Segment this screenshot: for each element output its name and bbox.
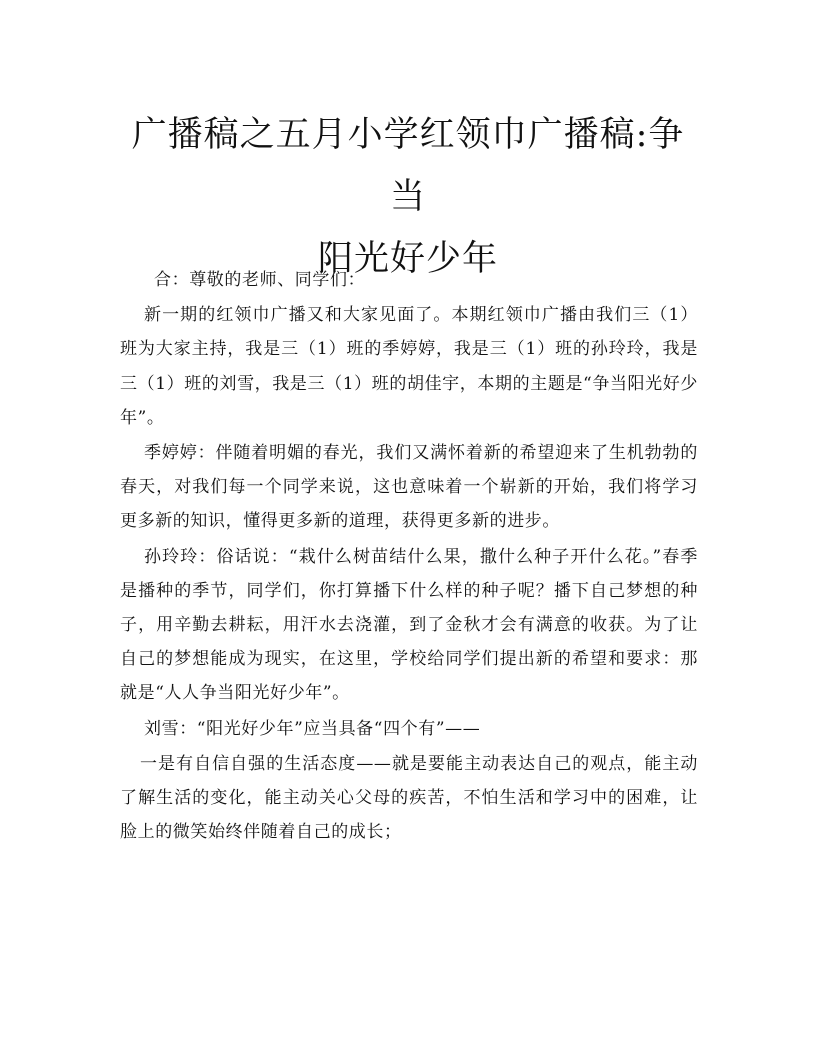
paragraph-greeting: 合：尊敬的老师、同学们： (154, 270, 366, 290)
paragraph-sun-lingling: 孙玲玲：俗话说：“栽什么树苗结什么果，撒什么种子开什么花。”春季是播种的季节，同学们，你打算播下什么样的种子呢？播下自己梦想的种子，用辛勤去耕耘，用汗水去浇灌，到了金秋才会有满意的收获。为了让自己的梦想能成为现实，在这里，学校给同学们提出新的希望和要求：那就是“人人争当阳光好少年”。 (120, 546, 698, 704)
title-line-1: 广播稿之五月小学红领巾广播稿:争当 (131, 115, 685, 217)
paragraph-liu-xue: 刘雪：“阳光好少年”应当具备“四个有”—— (144, 718, 481, 739)
paragraph-point-one: 一是有自信自强的生活态度——就是要能主动表达自己的观点，能主动了解生活的变化，能主动关心父母的疾苦，不怕生活和学习中的困难，让脸上的微笑始终伴随着自己的成长； (120, 753, 698, 843)
title-line-2: 阳光好少年 (317, 239, 498, 279)
document-body (120, 263, 698, 850)
paragraph-intro: 新一期的红领巾广播又和大家见面了。本期红领巾广播由我们三（1）班为大家主持，我是三（1）班的季婷婷，我是三（1）班的孙玲玲，我是三（1）班的刘雪，我是三（1）班的胡佳宇，本期的主题是“争当阳光好少年”。 (120, 305, 698, 428)
paragraph-ji-tingting: 季婷婷：伴随着明媚的春光，我们又满怀着新的希望迎来了生机勃勃的春天，对我们每一个同学来说，这也意味着一个崭新的开始，我们将学习更多新的知识，懂得更多新的道理，获得更多新的进步。 (120, 443, 698, 532)
